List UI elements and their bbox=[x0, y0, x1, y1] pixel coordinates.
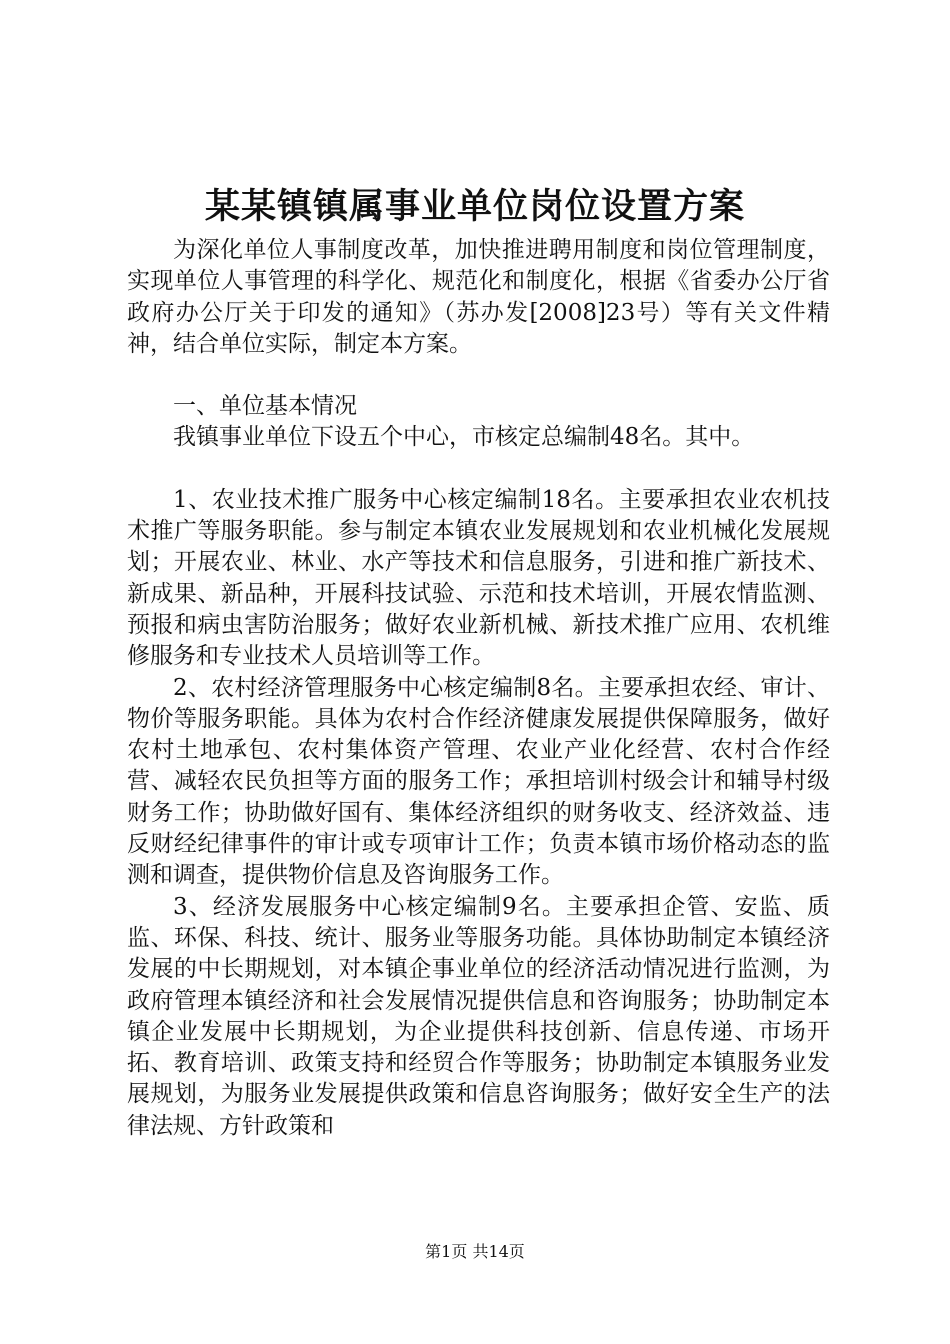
document-body bbox=[127, 235, 830, 1142]
section-heading-basic-info: 一、单位基本情况 bbox=[173, 393, 357, 420]
document-title: 某某镇镇属事业单位岗位设置方案 bbox=[204, 186, 745, 227]
page-number-footer: 第1页 共14页 bbox=[425, 1242, 525, 1261]
paragraph-intro: 为深化单位人事制度改革，加快推进聘用制度和岗位管理制度，实现单位人事管理的科学化、规范化和制度化，根据《省委办公厅省政府办公厅关于印发的通知》（苏办发[2008]23号）等有关文件精神，结合单位实际，制定本方案。 bbox=[127, 237, 830, 357]
paragraph-item-3: 3、经济发展服务中心核定编制9名。主要承担企管、安监、质监、环保、科技、统计、服务业等服务功能。具体协助制定本镇经济发展的中长期规划，对本镇企事业单位的经济活动情况进行监测，为政府管理本镇经济和社会发展情况提供信息和咨询服务；协助制定本镇企业发展中长期规划，为企业提供科技创新、信息传递、市场开拓、教育培训、政策支持和经贸合作等服务；协助制定本镇服务业发展规划，为服务业发展提供政策和信息咨询服务；做好安全生产的法律法规、方针政策和 bbox=[127, 893, 830, 1139]
paragraph-overview: 我镇事业单位下设五个中心，市核定总编制48名。其中。 bbox=[173, 424, 755, 451]
paragraph-item-1: 1、农业技术推广服务中心核定编制18名。主要承担农业农机技术推广等服务职能。参与制定本镇农业发展规划和农业机械化发展规划；开展农业、林业、水产等技术和信息服务，引进和推广新技术、新成果、新品种，开展科技试验、示范和技术培训，开展农情监测、预报和病虫害防治服务；做好农业新机械、新技术推广应用、农机维修服务和专业技术人员培训等工作。 bbox=[127, 486, 830, 670]
paragraph-item-2: 2、农村经济管理服务中心核定编制8名。主要承担农经、审计、物价等服务职能。具体为农村合作经济健康发展提供保障服务，做好农村土地承包、农村集体资产管理、农业产业化经营、农村合作经营、减轻农民负担等方面的服务工作；承担培训村级会计和辅导村级财务工作；协助做好国有、集体经济组织的财务收支、经济效益、违反财经纪律事件的审计或专项审计工作；负责本镇市场价格动态的监测和调查，提供物价信息及咨询服务工作。 bbox=[127, 674, 830, 889]
